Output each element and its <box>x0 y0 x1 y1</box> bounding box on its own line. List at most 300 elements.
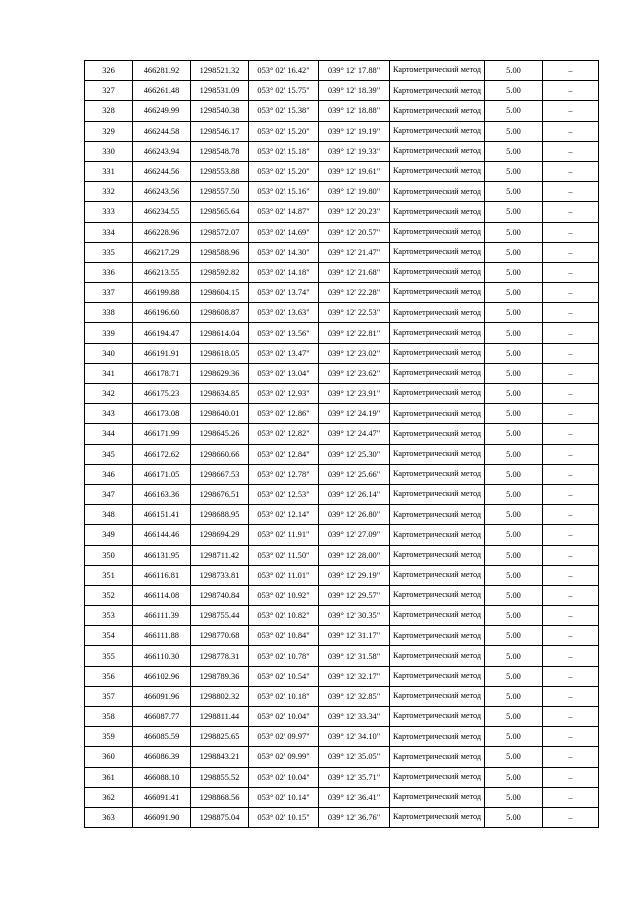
accuracy-cell: 5.00 <box>485 545 543 565</box>
method-cell: Картометрический метод <box>390 61 485 81</box>
coord-y-cell: 1298660.66 <box>191 444 249 464</box>
coord-y-cell: 1298694.29 <box>191 525 249 545</box>
point-number-cell: 326 <box>85 61 133 81</box>
latitude-cell: 053° 02' 14.69" <box>249 222 319 242</box>
coord-y-cell: 1298855.52 <box>191 767 249 787</box>
coord-y-cell: 1298618.05 <box>191 343 249 363</box>
longitude-cell: 039° 12' 21.68" <box>319 262 390 282</box>
point-number-cell: 363 <box>85 807 133 827</box>
coord-y-cell: 1298676.51 <box>191 484 249 504</box>
point-number-cell: 360 <box>85 747 133 767</box>
coord-y-cell: 1298868.56 <box>191 787 249 807</box>
table-row <box>85 464 599 484</box>
coord-x-cell: 466243.94 <box>133 141 191 161</box>
point-number-cell: 348 <box>85 505 133 525</box>
method-cell: Картометрический метод <box>390 404 485 424</box>
coord-x-cell: 466175.23 <box>133 384 191 404</box>
point-number-cell: 329 <box>85 121 133 141</box>
longitude-cell: 039° 12' 24.19" <box>319 404 390 424</box>
longitude-cell: 039° 12' 18.39" <box>319 81 390 101</box>
accuracy-cell: 5.00 <box>485 444 543 464</box>
table-row <box>85 343 599 363</box>
coord-x-cell: 466243.56 <box>133 182 191 202</box>
latitude-cell: 053° 02' 13.47" <box>249 343 319 363</box>
table-row <box>85 666 599 686</box>
table-row <box>85 444 599 464</box>
note-cell: – <box>543 101 599 121</box>
note-cell: – <box>543 666 599 686</box>
longitude-cell: 039° 12' 32.17" <box>319 666 390 686</box>
accuracy-cell: 5.00 <box>485 343 543 363</box>
method-cell: Картометрический метод <box>390 565 485 585</box>
method-cell: Картометрический метод <box>390 484 485 504</box>
note-cell: – <box>543 343 599 363</box>
coord-y-cell: 1298667.53 <box>191 464 249 484</box>
note-cell: – <box>543 161 599 181</box>
coord-x-cell: 466196.60 <box>133 303 191 323</box>
table-row <box>85 384 599 404</box>
accuracy-cell: 5.00 <box>485 283 543 303</box>
point-number-cell: 333 <box>85 202 133 222</box>
latitude-cell: 053° 02' 10.92" <box>249 585 319 605</box>
point-number-cell: 354 <box>85 626 133 646</box>
accuracy-cell: 5.00 <box>485 222 543 242</box>
coord-x-cell: 466087.77 <box>133 707 191 727</box>
note-cell: – <box>543 424 599 444</box>
latitude-cell: 053° 02' 10.04" <box>249 767 319 787</box>
accuracy-cell: 5.00 <box>485 787 543 807</box>
latitude-cell: 053° 02' 15.16" <box>249 182 319 202</box>
note-cell: – <box>543 787 599 807</box>
coord-x-cell: 466171.99 <box>133 424 191 444</box>
latitude-cell: 053° 02' 13.56" <box>249 323 319 343</box>
coord-x-cell: 466144.46 <box>133 525 191 545</box>
point-number-cell: 339 <box>85 323 133 343</box>
point-number-cell: 347 <box>85 484 133 504</box>
method-cell: Картометрический метод <box>390 283 485 303</box>
note-cell: – <box>543 444 599 464</box>
accuracy-cell: 5.00 <box>485 404 543 424</box>
latitude-cell: 053° 02' 10.18" <box>249 686 319 706</box>
longitude-cell: 039° 12' 23.91" <box>319 384 390 404</box>
longitude-cell: 039° 12' 17.88" <box>319 61 390 81</box>
method-cell: Картометрический метод <box>390 525 485 545</box>
table-row <box>85 161 599 181</box>
coordinates-table <box>84 60 599 828</box>
coord-y-cell: 1298548.78 <box>191 141 249 161</box>
latitude-cell: 053° 02' 09.97" <box>249 727 319 747</box>
longitude-cell: 039° 12' 36.76" <box>319 807 390 827</box>
point-number-cell: 352 <box>85 585 133 605</box>
point-number-cell: 355 <box>85 646 133 666</box>
table-row <box>85 121 599 141</box>
accuracy-cell: 5.00 <box>485 606 543 626</box>
accuracy-cell: 5.00 <box>485 525 543 545</box>
coord-y-cell: 1298778.31 <box>191 646 249 666</box>
accuracy-cell: 5.00 <box>485 202 543 222</box>
latitude-cell: 053° 02' 13.04" <box>249 363 319 383</box>
longitude-cell: 039° 12' 25.66" <box>319 464 390 484</box>
accuracy-cell: 5.00 <box>485 807 543 827</box>
latitude-cell: 053° 02' 10.82" <box>249 606 319 626</box>
coord-x-cell: 466228.96 <box>133 222 191 242</box>
coord-y-cell: 1298802.32 <box>191 686 249 706</box>
point-number-cell: 358 <box>85 707 133 727</box>
accuracy-cell: 5.00 <box>485 464 543 484</box>
point-number-cell: 332 <box>85 182 133 202</box>
longitude-cell: 039° 12' 29.57" <box>319 585 390 605</box>
longitude-cell: 039° 12' 19.33" <box>319 141 390 161</box>
latitude-cell: 053° 02' 15.18" <box>249 141 319 161</box>
method-cell: Картометрический метод <box>390 202 485 222</box>
accuracy-cell: 5.00 <box>485 585 543 605</box>
coord-y-cell: 1298553.88 <box>191 161 249 181</box>
accuracy-cell: 5.00 <box>485 727 543 747</box>
coord-x-cell: 466234.55 <box>133 202 191 222</box>
longitude-cell: 039° 12' 26.80" <box>319 505 390 525</box>
method-cell: Картометрический метод <box>390 626 485 646</box>
latitude-cell: 053° 02' 12.82" <box>249 424 319 444</box>
point-number-cell: 351 <box>85 565 133 585</box>
latitude-cell: 053° 02' 15.38" <box>249 101 319 121</box>
point-number-cell: 341 <box>85 363 133 383</box>
latitude-cell: 053° 02' 10.54" <box>249 666 319 686</box>
note-cell: – <box>543 81 599 101</box>
coord-x-cell: 466244.58 <box>133 121 191 141</box>
note-cell: – <box>543 606 599 626</box>
note-cell: – <box>543 61 599 81</box>
longitude-cell: 039° 12' 30.35" <box>319 606 390 626</box>
point-number-cell: 331 <box>85 161 133 181</box>
point-number-cell: 345 <box>85 444 133 464</box>
method-cell: Картометрический метод <box>390 182 485 202</box>
table-row <box>85 727 599 747</box>
note-cell: – <box>543 626 599 646</box>
longitude-cell: 039° 12' 21.47" <box>319 242 390 262</box>
method-cell: Картометрический метод <box>390 161 485 181</box>
longitude-cell: 039° 12' 35.05" <box>319 747 390 767</box>
accuracy-cell: 5.00 <box>485 61 543 81</box>
coord-y-cell: 1298875.04 <box>191 807 249 827</box>
table-row <box>85 787 599 807</box>
coord-x-cell: 466131.95 <box>133 545 191 565</box>
point-number-cell: 338 <box>85 303 133 323</box>
accuracy-cell: 5.00 <box>485 767 543 787</box>
point-number-cell: 350 <box>85 545 133 565</box>
method-cell: Картометрический метод <box>390 384 485 404</box>
note-cell: – <box>543 484 599 504</box>
table-row <box>85 303 599 323</box>
longitude-cell: 039° 12' 20.23" <box>319 202 390 222</box>
note-cell: – <box>543 646 599 666</box>
point-number-cell: 336 <box>85 262 133 282</box>
coord-x-cell: 466091.96 <box>133 686 191 706</box>
point-number-cell: 362 <box>85 787 133 807</box>
coord-x-cell: 466111.88 <box>133 626 191 646</box>
coord-y-cell: 1298843.21 <box>191 747 249 767</box>
latitude-cell: 053° 02' 16.42" <box>249 61 319 81</box>
table-row <box>85 242 599 262</box>
longitude-cell: 039° 12' 23.02" <box>319 343 390 363</box>
coord-y-cell: 1298789.36 <box>191 666 249 686</box>
latitude-cell: 053° 02' 10.78" <box>249 646 319 666</box>
latitude-cell: 053° 02' 09.99" <box>249 747 319 767</box>
method-cell: Картометрический метод <box>390 343 485 363</box>
accuracy-cell: 5.00 <box>485 81 543 101</box>
table-row <box>85 525 599 545</box>
method-cell: Картометрический метод <box>390 121 485 141</box>
latitude-cell: 053° 02' 10.14" <box>249 787 319 807</box>
note-cell: – <box>543 404 599 424</box>
point-number-cell: 327 <box>85 81 133 101</box>
coord-y-cell: 1298711.42 <box>191 545 249 565</box>
table-row <box>85 484 599 504</box>
longitude-cell: 039° 12' 33.34" <box>319 707 390 727</box>
note-cell: – <box>543 363 599 383</box>
method-cell: Картометрический метод <box>390 747 485 767</box>
accuracy-cell: 5.00 <box>485 565 543 585</box>
note-cell: – <box>543 323 599 343</box>
table-row <box>85 807 599 827</box>
longitude-cell: 039° 12' 27.09" <box>319 525 390 545</box>
coord-y-cell: 1298733.81 <box>191 565 249 585</box>
coord-x-cell: 466261.48 <box>133 81 191 101</box>
table-row <box>85 424 599 444</box>
latitude-cell: 053° 02' 11.50" <box>249 545 319 565</box>
table-row <box>85 81 599 101</box>
longitude-cell: 039° 12' 22.53" <box>319 303 390 323</box>
accuracy-cell: 5.00 <box>485 242 543 262</box>
point-number-cell: 359 <box>85 727 133 747</box>
coord-y-cell: 1298521.32 <box>191 61 249 81</box>
coord-x-cell: 466213.55 <box>133 262 191 282</box>
table-row <box>85 585 599 605</box>
coord-y-cell: 1298629.36 <box>191 363 249 383</box>
coord-x-cell: 466173.08 <box>133 404 191 424</box>
method-cell: Картометрический метод <box>390 666 485 686</box>
coord-y-cell: 1298608.87 <box>191 303 249 323</box>
coord-y-cell: 1298640.01 <box>191 404 249 424</box>
method-cell: Картометрический метод <box>390 242 485 262</box>
coord-y-cell: 1298604.15 <box>191 283 249 303</box>
longitude-cell: 039° 12' 36.41" <box>319 787 390 807</box>
longitude-cell: 039° 12' 22.81" <box>319 323 390 343</box>
method-cell: Картометрический метод <box>390 807 485 827</box>
longitude-cell: 039° 12' 23.62" <box>319 363 390 383</box>
coord-x-cell: 466178.71 <box>133 363 191 383</box>
coord-x-cell: 466194.47 <box>133 323 191 343</box>
table-row <box>85 141 599 161</box>
note-cell: – <box>543 585 599 605</box>
coord-y-cell: 1298588.96 <box>191 242 249 262</box>
table-row <box>85 767 599 787</box>
note-cell: – <box>543 747 599 767</box>
longitude-cell: 039° 12' 19.61" <box>319 161 390 181</box>
note-cell: – <box>543 242 599 262</box>
note-cell: – <box>543 202 599 222</box>
accuracy-cell: 5.00 <box>485 646 543 666</box>
accuracy-cell: 5.00 <box>485 626 543 646</box>
accuracy-cell: 5.00 <box>485 161 543 181</box>
accuracy-cell: 5.00 <box>485 384 543 404</box>
method-cell: Картометрический метод <box>390 606 485 626</box>
coord-x-cell: 466244.56 <box>133 161 191 181</box>
latitude-cell: 053° 02' 13.74" <box>249 283 319 303</box>
latitude-cell: 053° 02' 14.18" <box>249 262 319 282</box>
coord-y-cell: 1298811.44 <box>191 707 249 727</box>
accuracy-cell: 5.00 <box>485 323 543 343</box>
coord-x-cell: 466171.05 <box>133 464 191 484</box>
method-cell: Картометрический метод <box>390 363 485 383</box>
point-number-cell: 340 <box>85 343 133 363</box>
note-cell: – <box>543 686 599 706</box>
latitude-cell: 053° 02' 13.63" <box>249 303 319 323</box>
method-cell: Картометрический метод <box>390 727 485 747</box>
table-row <box>85 283 599 303</box>
coord-x-cell: 466191.91 <box>133 343 191 363</box>
note-cell: – <box>543 121 599 141</box>
method-cell: Картометрический метод <box>390 303 485 323</box>
table-row <box>85 61 599 81</box>
longitude-cell: 039° 12' 25.30" <box>319 444 390 464</box>
coord-y-cell: 1298592.82 <box>191 262 249 282</box>
note-cell: – <box>543 727 599 747</box>
longitude-cell: 039° 12' 32.85" <box>319 686 390 706</box>
coord-y-cell: 1298740.84 <box>191 585 249 605</box>
latitude-cell: 053° 02' 12.78" <box>249 464 319 484</box>
coord-x-cell: 466281.92 <box>133 61 191 81</box>
method-cell: Картометрический метод <box>390 545 485 565</box>
latitude-cell: 053° 02' 12.86" <box>249 404 319 424</box>
point-number-cell: 335 <box>85 242 133 262</box>
point-number-cell: 343 <box>85 404 133 424</box>
longitude-cell: 039° 12' 18.88" <box>319 101 390 121</box>
method-cell: Картометрический метод <box>390 424 485 444</box>
latitude-cell: 053° 02' 12.53" <box>249 484 319 504</box>
table-row <box>85 606 599 626</box>
table-row <box>85 686 599 706</box>
method-cell: Картометрический метод <box>390 81 485 101</box>
accuracy-cell: 5.00 <box>485 484 543 504</box>
coord-y-cell: 1298546.17 <box>191 121 249 141</box>
coord-x-cell: 466091.41 <box>133 787 191 807</box>
coord-x-cell: 466116.81 <box>133 565 191 585</box>
latitude-cell: 053° 02' 11.01" <box>249 565 319 585</box>
accuracy-cell: 5.00 <box>485 424 543 444</box>
coord-x-cell: 466199.88 <box>133 283 191 303</box>
accuracy-cell: 5.00 <box>485 363 543 383</box>
table-row <box>85 202 599 222</box>
point-number-cell: 349 <box>85 525 133 545</box>
note-cell: – <box>543 464 599 484</box>
method-cell: Картометрический метод <box>390 101 485 121</box>
note-cell: – <box>543 807 599 827</box>
note-cell: – <box>543 525 599 545</box>
longitude-cell: 039° 12' 22.28" <box>319 283 390 303</box>
point-number-cell: 346 <box>85 464 133 484</box>
latitude-cell: 053° 02' 15.75" <box>249 81 319 101</box>
coord-x-cell: 466217.29 <box>133 242 191 262</box>
coord-y-cell: 1298614.04 <box>191 323 249 343</box>
coord-y-cell: 1298645.26 <box>191 424 249 444</box>
note-cell: – <box>543 182 599 202</box>
note-cell: – <box>543 545 599 565</box>
method-cell: Картометрический метод <box>390 323 485 343</box>
table-row <box>85 323 599 343</box>
table-row <box>85 646 599 666</box>
point-number-cell: 334 <box>85 222 133 242</box>
point-number-cell: 330 <box>85 141 133 161</box>
accuracy-cell: 5.00 <box>485 121 543 141</box>
longitude-cell: 039° 12' 19.80" <box>319 182 390 202</box>
method-cell: Картометрический метод <box>390 787 485 807</box>
method-cell: Картометрический метод <box>390 262 485 282</box>
point-number-cell: 337 <box>85 283 133 303</box>
point-number-cell: 328 <box>85 101 133 121</box>
coord-y-cell: 1298634.85 <box>191 384 249 404</box>
table-row <box>85 101 599 121</box>
coord-x-cell: 466111.39 <box>133 606 191 626</box>
note-cell: – <box>543 767 599 787</box>
method-cell: Картометрический метод <box>390 464 485 484</box>
coord-y-cell: 1298755.44 <box>191 606 249 626</box>
note-cell: – <box>543 384 599 404</box>
method-cell: Картометрический метод <box>390 141 485 161</box>
coord-y-cell: 1298572.07 <box>191 222 249 242</box>
method-cell: Картометрический метод <box>390 444 485 464</box>
accuracy-cell: 5.00 <box>485 666 543 686</box>
method-cell: Картометрический метод <box>390 707 485 727</box>
table-row <box>85 363 599 383</box>
accuracy-cell: 5.00 <box>485 303 543 323</box>
accuracy-cell: 5.00 <box>485 747 543 767</box>
coord-y-cell: 1298540.38 <box>191 101 249 121</box>
latitude-cell: 053° 02' 15.20" <box>249 121 319 141</box>
longitude-cell: 039° 12' 24.47" <box>319 424 390 444</box>
coord-x-cell: 466172.62 <box>133 444 191 464</box>
latitude-cell: 053° 02' 11.91" <box>249 525 319 545</box>
method-cell: Картометрический метод <box>390 222 485 242</box>
method-cell: Картометрический метод <box>390 767 485 787</box>
table-row <box>85 505 599 525</box>
note-cell: – <box>543 283 599 303</box>
longitude-cell: 039° 12' 31.17" <box>319 626 390 646</box>
table-row <box>85 565 599 585</box>
point-number-cell: 344 <box>85 424 133 444</box>
accuracy-cell: 5.00 <box>485 182 543 202</box>
accuracy-cell: 5.00 <box>485 101 543 121</box>
coord-y-cell: 1298531.09 <box>191 81 249 101</box>
table-row <box>85 404 599 424</box>
coord-x-cell: 466110.30 <box>133 646 191 666</box>
coord-x-cell: 466102.96 <box>133 666 191 686</box>
accuracy-cell: 5.00 <box>485 262 543 282</box>
method-cell: Картометрический метод <box>390 505 485 525</box>
coord-x-cell: 466163.36 <box>133 484 191 504</box>
table-row <box>85 707 599 727</box>
latitude-cell: 053° 02' 12.93" <box>249 384 319 404</box>
coord-y-cell: 1298688.95 <box>191 505 249 525</box>
coord-y-cell: 1298770.68 <box>191 626 249 646</box>
coord-x-cell: 466088.10 <box>133 767 191 787</box>
note-cell: – <box>543 141 599 161</box>
note-cell: – <box>543 565 599 585</box>
coord-x-cell: 466091.90 <box>133 807 191 827</box>
coord-y-cell: 1298825.65 <box>191 727 249 747</box>
point-number-cell: 357 <box>85 686 133 706</box>
coord-x-cell: 466249.99 <box>133 101 191 121</box>
longitude-cell: 039° 12' 34.10" <box>319 727 390 747</box>
